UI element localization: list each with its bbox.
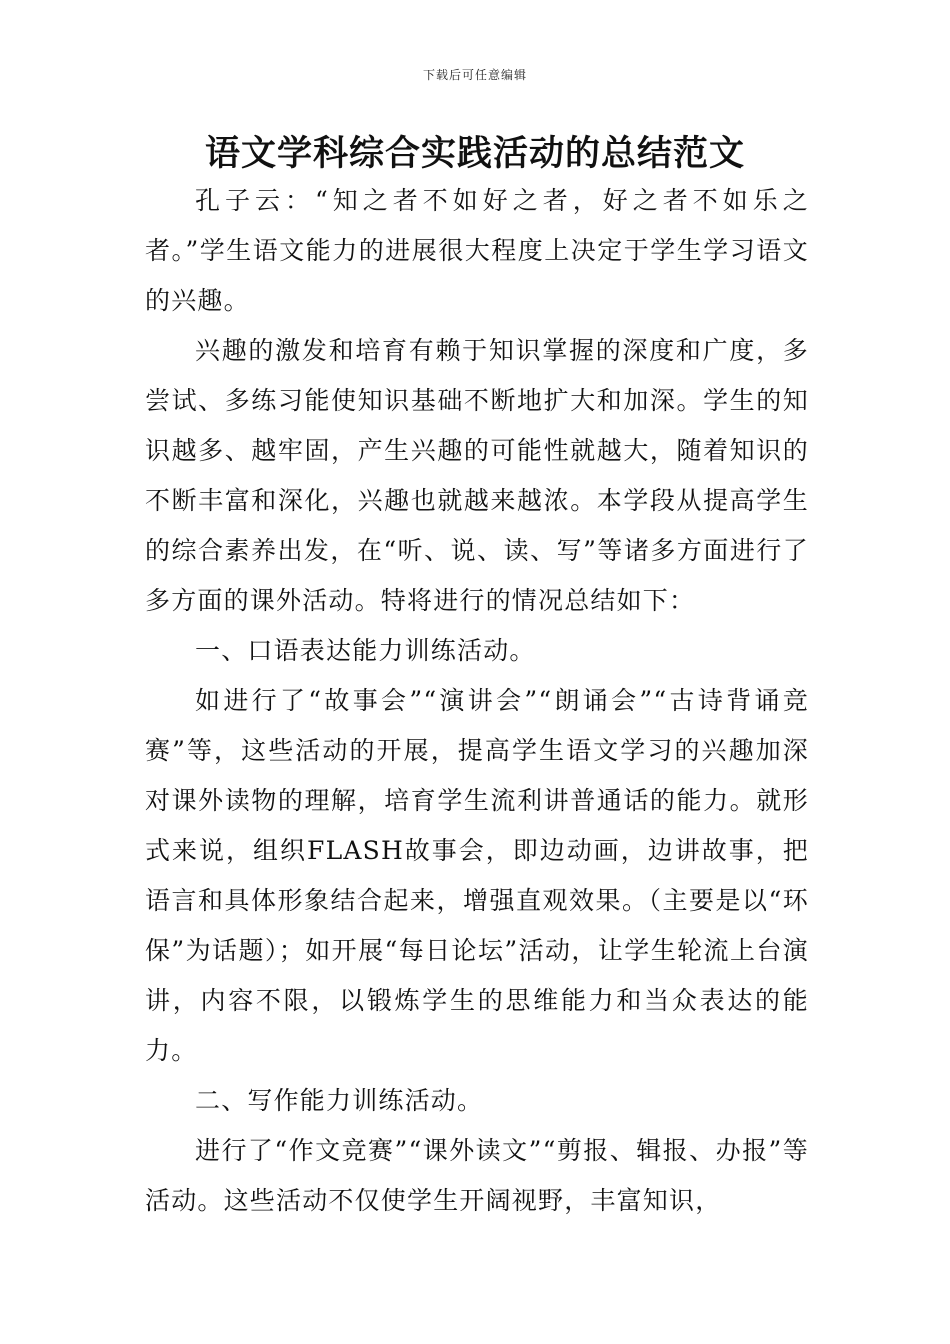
paragraph-4: 进行了“作文竞赛”“课外读文”“剪报、辑报、办报”等活动。这些活动不仅使学生开阔视野，丰富知识， <box>145 1136 809 1215</box>
paragraph-1: 孔子云：“知之者不如好之者，好之者不如乐之者。”学生语文能力的进展很大程度上决定于学生学习语文的兴趣。 <box>145 186 809 315</box>
page-title: 语文学科综合实践活动的总结范文 <box>204 134 745 174</box>
paragraph-2: 兴趣的激发和培育有赖于知识掌握的深度和广度，多尝试、多练习能使知识基础不断地扩大和加深。学生的知识越多、越牢固，产生兴趣的可能性就越大，随着知识的不断丰富和深化，兴趣也就越来越浓。本学段从提高学生的综合素养出发，在“听、说、读、写”等诸多方面进行了多方面的课外活动。特将进行的情况总结如下： <box>145 336 809 615</box>
document-body <box>145 176 809 1226</box>
section-heading-1: 一、口语表达能力训练活动。 <box>195 636 536 665</box>
section-heading-2: 二、写作能力训练活动。 <box>195 1086 484 1115</box>
header-note: 下载后可任意编辑 <box>422 68 527 82</box>
paragraph-3: 如进行了“故事会”“演讲会”“朗诵会”“古诗背诵竞赛”等，这些活动的开展，提高学生语文学习的兴趣加深对课外读物的理解，培育学生流利讲普通话的能力。就形式来说，组织FLASH故事会，即边动画，边讲故事，把语言和具体形象结合起来，增强直观效果。（主要是以“环保”为话题）；如开展“每日论坛”活动，让学生轮流上台演讲，内容不限，以锻炼学生的思维能力和当众表达的能力。 <box>145 686 809 1065</box>
